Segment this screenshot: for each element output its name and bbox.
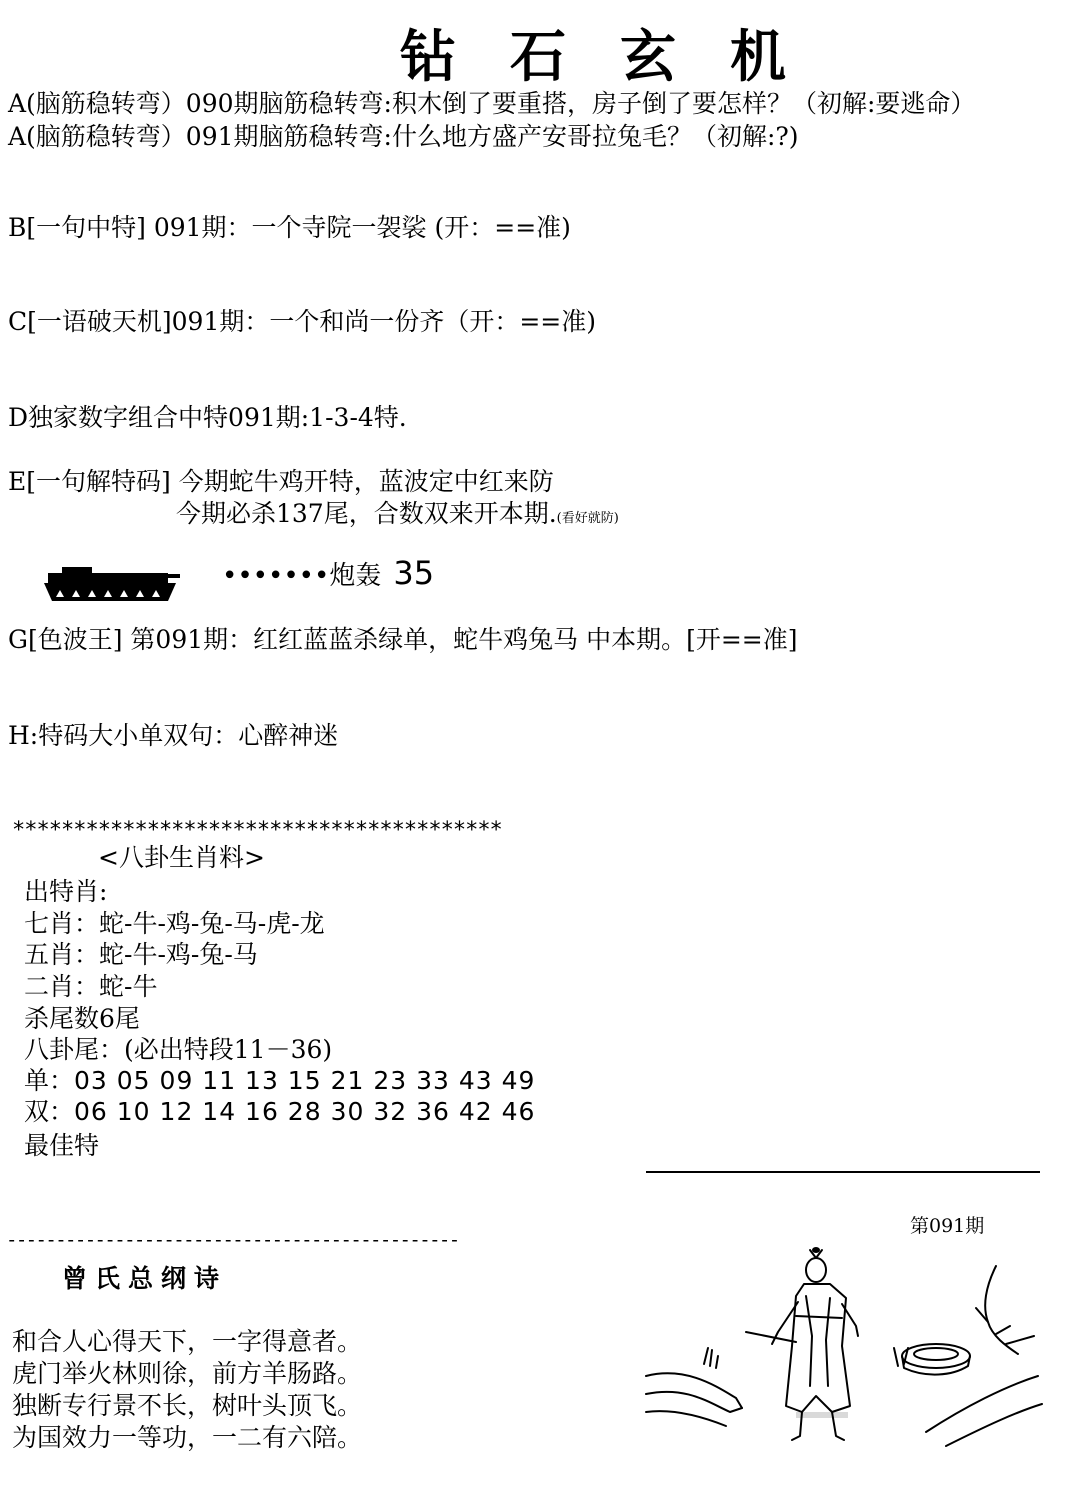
tank-icon — [40, 563, 180, 613]
line-e2-note: (看好就防) — [556, 511, 619, 526]
ancient-scholar-illustration — [646, 1236, 1046, 1476]
bagua-chu: 出特肖: — [24, 877, 108, 906]
shuang-label: 双： — [24, 1097, 75, 1126]
dan-numbers: 03 05 09 11 13 15 21 23 33 43 49 — [74, 1066, 536, 1095]
dash-divider: ---------------------------------------------- — [6, 1229, 459, 1251]
line-e2-text: 今期必杀137尾，合数双来开本期. — [176, 499, 557, 528]
line-h: H:特码大小单双句：心醉神迷 — [8, 721, 339, 750]
bagua-sha: 杀尾数6尾 — [24, 1004, 140, 1033]
poem-line-4: 为国效力一等功，一二有六陪。 — [12, 1423, 363, 1452]
poem-line-1: 和合人心得天下，一字得意者。 — [12, 1327, 363, 1356]
poem-title: 曾氏总纲诗 — [62, 1264, 228, 1293]
issue-number: 第091期 — [910, 1215, 985, 1237]
bagua-title: <八卦生肖料> — [98, 843, 265, 872]
line-e2 — [176, 498, 619, 535]
bagua-shuang — [24, 1096, 535, 1126]
dan-label: 单： — [24, 1066, 75, 1095]
page-title: 钻石玄机 — [400, 24, 840, 90]
star-divider: **************************************** — [12, 818, 502, 843]
bagua-dan — [24, 1065, 535, 1096]
line-g: G[色波王] 第091期：红红蓝蓝杀绿单，蛇牛鸡兔马 中本期。[开==准] — [8, 625, 798, 654]
line-c: C[一语破天机]091期：一个和尚一份齐（开：==准) — [8, 307, 597, 336]
bagua-zuijia: 最佳特 — [24, 1131, 100, 1160]
line-e1: E[一句解特码] 今期蛇牛鸡开特，蓝波定中红来防 — [8, 467, 554, 496]
riddle-a-090: A(脑筋稳转弯）090期脑筋稳转弯:积木倒了要重搭，房子倒了要怎样？（初解:要逃命） — [8, 89, 976, 118]
poem-line-2: 虎门举火林则徐，前方羊肠路。 — [12, 1359, 363, 1388]
bomb-line — [222, 555, 434, 594]
bomb-number: 35 — [393, 554, 435, 592]
bagua-qi: 七肖：蛇-牛-鸡-兔-马-虎-龙 — [24, 909, 325, 938]
line-b: B[一句中特] 091期：一个寺院一袈裟 (开：==准) — [8, 213, 571, 242]
bagua-wu: 五肖：蛇-牛-鸡-兔-马 — [24, 940, 258, 969]
bagua-er: 二肖：蛇-牛 — [24, 972, 158, 1001]
poem-line-3: 独断专行景不长，树叶头顶飞。 — [12, 1391, 363, 1420]
shuang-numbers: 06 10 12 14 16 28 30 32 36 42 46 — [74, 1097, 536, 1126]
riddle-a-091: A(脑筋稳转弯）091期脑筋稳转弯:什么地方盛产安哥拉兔毛？（初解:?) — [8, 122, 799, 151]
line-d: D独家数字组合中特091期:1-3-4特. — [8, 403, 407, 432]
bagua-weitou: 八卦尾：(必出特段11－36) — [24, 1035, 333, 1064]
bomb-label: •••••••炮轰 — [222, 561, 382, 591]
horizontal-rule — [646, 1171, 1040, 1173]
